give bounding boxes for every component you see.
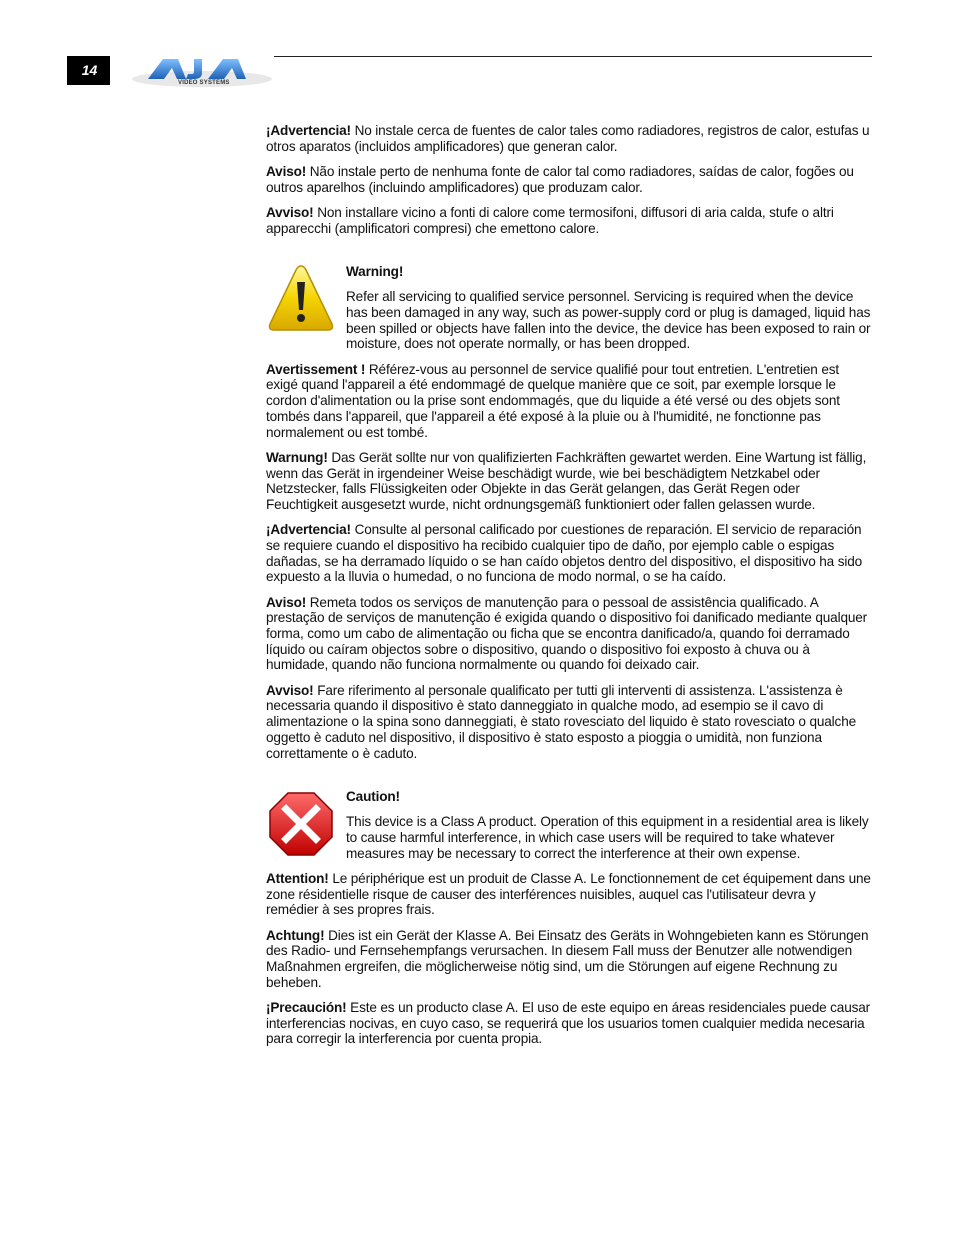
- page-number: 14: [67, 56, 110, 85]
- paragraph-advertencia-service: ¡Advertencia! Consulte al personal calificado por cuestiones de reparación. El servicio de reparación se requiere cuando el dispositivo ha recibido cualquier tipo de daño, por ejemplo cable o espigas dañadas, se ha derramado líquido o se han caído objetos dentro del dispositivo, el dispositivo ha sido expuesto a la lluvia o humedad, o no funciona de modo normal, o se ha caído.: [266, 522, 863, 585]
- warning-body: Refer all servicing to qualified service personnel. Servicing is required when the device has been damaged in any way, such as power-supply cord or plug is damaged, liquid has been spilled or objects have fallen into the device, the device has been exposed to rain or moisture, does not operate normally, or has been dropped.: [346, 289, 871, 352]
- logo-subtext: VIDEO SYSTEMS: [178, 80, 230, 86]
- caution-body: This device is a Class A product. Operation of this equipment in a residential area is likely to cause harmful interference, in which case users will be required to take whatever measures may be necessary to correct the interference at their own expense.: [346, 814, 869, 861]
- header-rule: [274, 56, 872, 57]
- paragraph-aviso-heat: Aviso! Não instale perto de nenhuma fonte de calor tal como radiadores, saídas de calor, fogões ou outros aparelhos (incluindo amplificadores) que produzam calor.: [266, 164, 854, 195]
- paragraph-avviso-service: Avviso! Fare riferimento al personale qualificato per tutti gli interventi di assistenza. L'assistenza è necessaria quando il dispositivo è stato danneggiato in qualche modo, ad esempio se il cavo di alimentazione o la spina sono danneggiati, è stato rovesciato del liquido è stato rovesciato o qualche oggetto è caduto nel dispositivo, il dispositivo è stato esposto a pioggia o umidità, non funziona correttamente o è caduto.: [266, 682, 857, 761]
- caution-heading: Caution!: [346, 789, 400, 805]
- paragraph-attention: Attention! Le périphérique est un produit de Classe A. Le fonctionnement de cet équipement dans une zone résidentielle risque de causer des interférences nuisibles, auquel cas l'utilisateur devra y remédier à ses propres frais.: [266, 870, 871, 918]
- aja-logo: [130, 55, 275, 89]
- warning-heading: Warning!: [346, 264, 404, 280]
- warning-triangle-icon: [266, 262, 336, 338]
- paragraph-avviso-heat: Avviso! Non installare vicino a fonti di calore come termosifoni, diffusori di aria calda, stufe o altri apparecchi (amplificatori compresi) che emettono calore.: [266, 205, 834, 236]
- paragraph-advertencia-heat: ¡Advertencia! No instale cerca de fuentes de calor tales como radiadores, registros de calor, estufas u otros aparatos (incluidos amplificadores) que generan calor.: [266, 123, 870, 154]
- caution-notice: [266, 787, 871, 871]
- document-body: [266, 123, 871, 1057]
- caution-stop-icon: [266, 787, 336, 861]
- paragraph-avertissement: Avertissement ! Référez-vous au personnel de service qualifié pour tout entretien. L'entretien est exigé quand l'appareil a été endommagé de quelque manière que ce soit, par exemple lorsque le cordon d'alimentation ou la prise sont endommagés, que du liquide a été versé ou des objets sont tombés dans l'appareil, que l'appareil a été exposé à la pluie ou à l'humidité, ne fonctionne pas normalement ou est tombé.: [266, 361, 840, 440]
- warning-notice: [266, 262, 871, 361]
- paragraph-aviso-service: Aviso! Remeta todos os serviços de manutenção para o pessoal de assistência qualificado. A prestação de serviços de manutenção é exigida quando o dispositivo foi danificado mediante qualquer forma, como um cabo de alimentação ou ficha que se encontra danificado/a, quando foi derramado líquido ou caíram objectos sobre o dispositivo, quando o dispositivo foi exposto à chuva ou à humidade, quando não funciona normalmente ou quando foi deixado cair.: [266, 594, 868, 673]
- paragraph-warnung: Warnung! Das Gerät sollte nur von qualifizierten Fachkräften gewartet werden. Eine Wartung ist fällig, wenn das Gerät in irgendeiner Weise beschädigt wurde, wie bei beschädigtem Netzkabel oder Netzstecker, falls Flüssigkeiten oder Objekte in das Gerät gelangen, das Gerät Regen oder Feuchtigkeit ausgesetzt wurde, nicht ordnungsgemäß funktioniert oder fallen gelassen wurde.: [266, 449, 867, 512]
- paragraph-achtung: Achtung! Dies ist ein Gerät der Klasse A. Bei Einsatz des Geräts in Wohngebieten kann es Störungen des Radio- und Fernsehempfangs verursachen. In diesem Fall muss der Benutzer alle notwendigen Maßnahmen ergreifen, die möglicherweise nötig sind, um die Störungen auf eigene Rechnung zu beheben.: [266, 927, 869, 990]
- paragraph-precaucion: ¡Precaución! Este es un producto clase A. El uso de este equipo en áreas residenciales puede causar interferencias nocivas, en cuyo caso, se requerirá que los usuarios tomen cualquier medida necesaria para corregir la interferencia por cuenta propia.: [266, 999, 871, 1047]
